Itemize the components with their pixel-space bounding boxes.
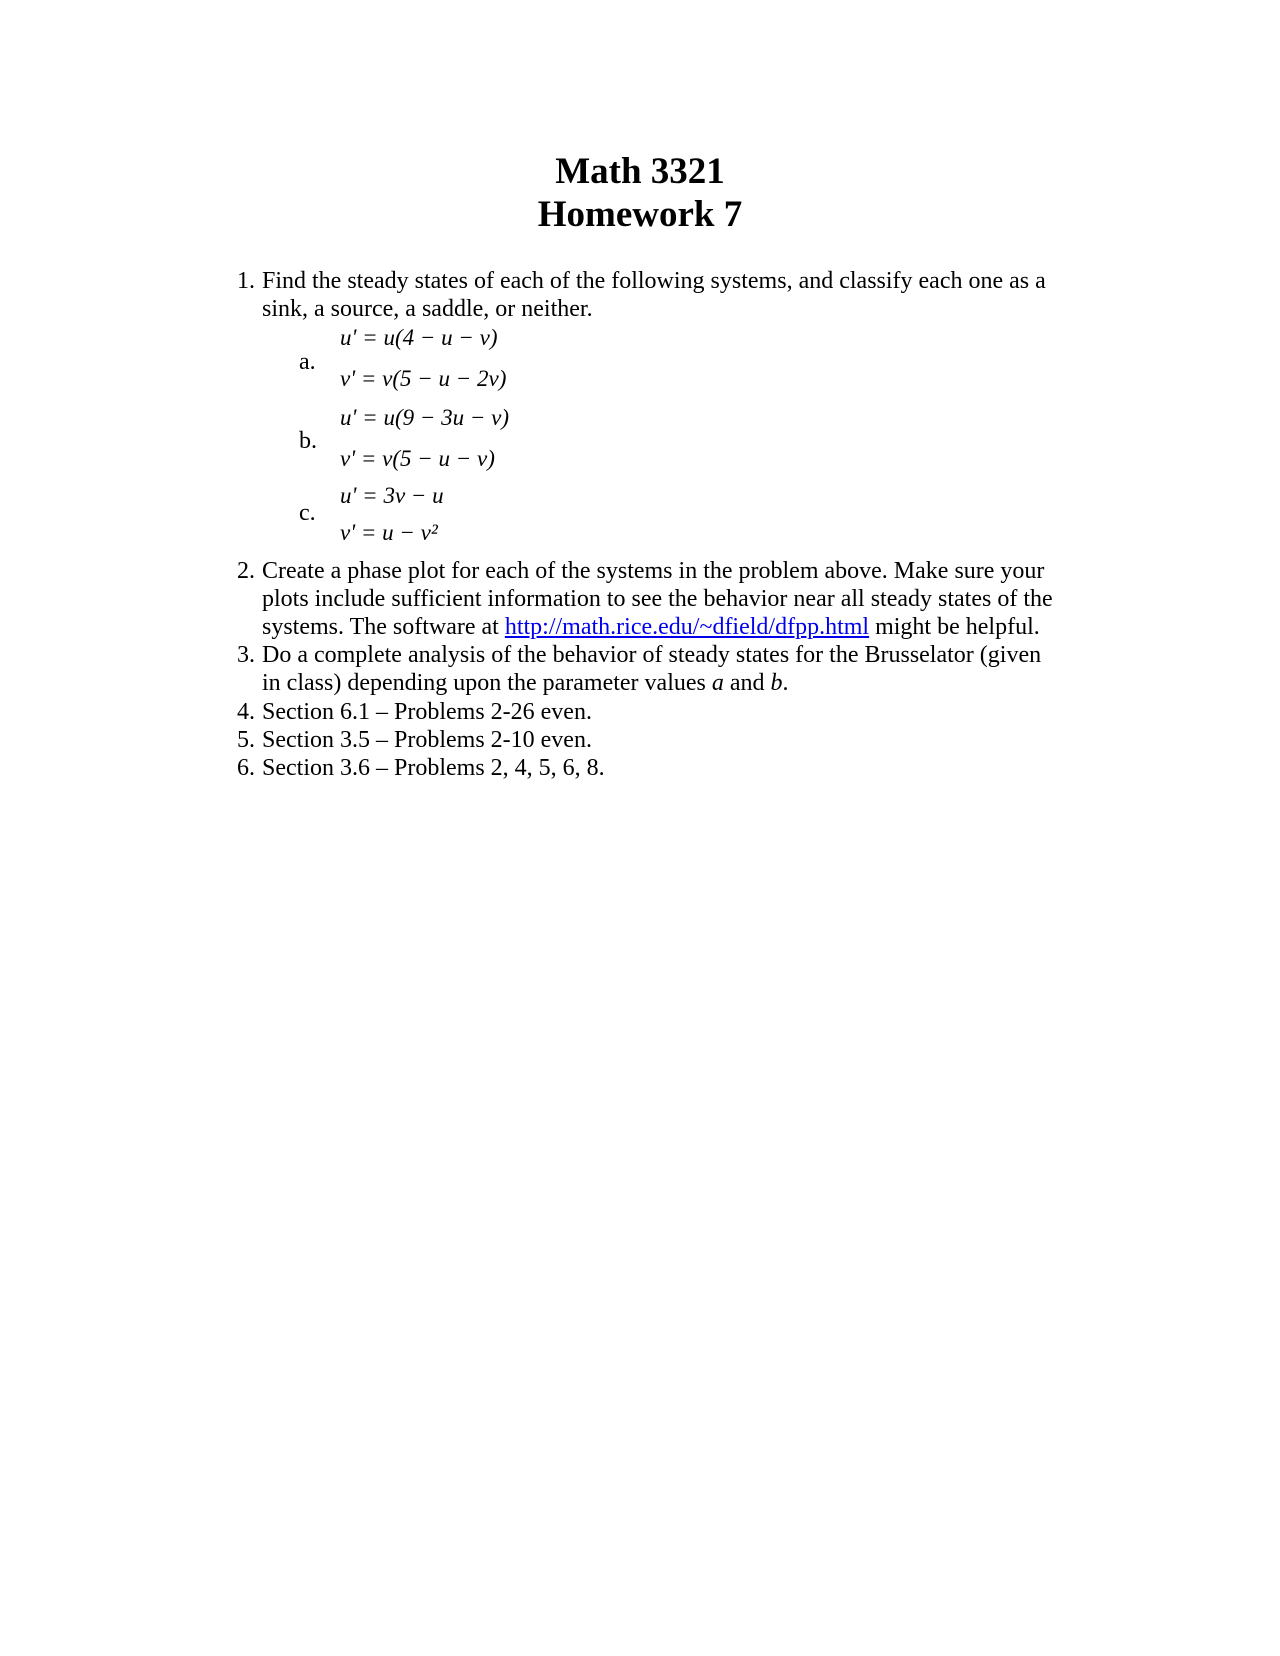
problem-text-line: Do a complete analysis of the behavior of steady states for the Brusselator (given <box>262 642 1042 668</box>
text-span: in class) depending upon the parameter values <box>262 670 712 696</box>
problem-text-line: Create a phase plot for each of the systems in the problem above. Make sure your <box>262 558 1045 584</box>
equation: u' = u(4 − u − v) <box>340 325 498 350</box>
equation: v' = u − v² <box>340 520 438 545</box>
problem-number: 6. <box>237 755 255 781</box>
title-block <box>0 150 1280 236</box>
problem-number: 3. <box>237 642 255 668</box>
param-a: a <box>711 670 724 696</box>
course-title: Math 3321 <box>555 151 725 192</box>
problem-text-line: Section 6.1 – Problems 2-26 even. <box>262 699 592 725</box>
equation: v' = v(5 − u − v) <box>340 446 495 471</box>
equation: u' = 3v − u <box>340 483 444 508</box>
problem-number: 5. <box>237 727 255 753</box>
text-span: and <box>723 670 771 696</box>
equation: v' = v(5 − u − 2v) <box>340 366 507 391</box>
problem-number: 1. <box>237 268 255 294</box>
equation: u' = u(9 − 3u − v) <box>340 405 510 430</box>
subpart-label-b: b. <box>299 428 317 454</box>
problem-text-line: Find the steady states of each of the following systems, and classify each one as a <box>262 268 1046 294</box>
text-span: . <box>782 670 789 696</box>
problem-text-line: plots include sufficient information to see the behavior near all steady states of the <box>262 586 1053 612</box>
subpart-label-c: c. <box>299 500 316 526</box>
text-span: systems. The software at <box>262 614 505 640</box>
text-span: might be helpful. <box>869 614 1040 640</box>
problem-text-line: Section 3.5 – Problems 2-10 even. <box>262 727 592 753</box>
assignment-title: Homework 7 <box>537 194 743 235</box>
problem-text-line: Section 3.6 – Problems 2, 4, 5, 6, 8. <box>262 755 605 781</box>
subpart-label-a: a. <box>299 349 316 375</box>
problem-text-line <box>262 613 1040 641</box>
problem-number: 4. <box>237 699 255 725</box>
problem-text-line <box>262 669 789 697</box>
problem-number: 2. <box>237 558 255 584</box>
dfpp-link[interactable]: http://math.rice.edu/~dfield/dfpp.html <box>504 614 870 640</box>
problem-text-line: sink, a source, a saddle, or neither. <box>262 296 593 322</box>
param-b: b <box>770 670 783 696</box>
